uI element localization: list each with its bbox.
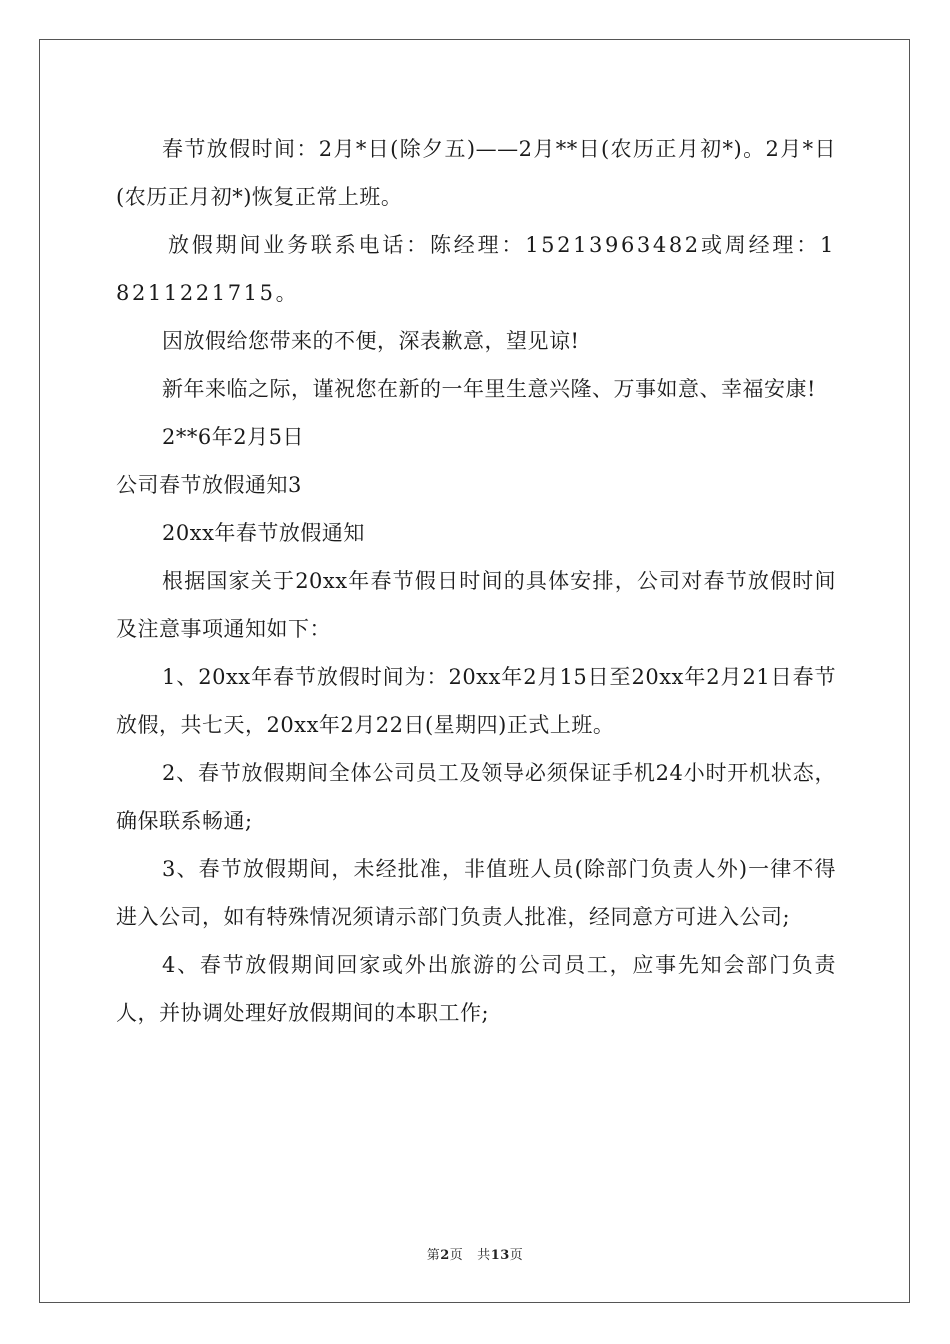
list-item-2: 2、春节放假期间全体公司员工及领导必须保证手机24小时开机状态，确保联系畅通; xyxy=(116,761,836,833)
list-item-1: 1、20xx年春节放假时间为：20xx年2月15日至20xx年2月21日春节放假，共七天，20xx年2月22日(星期四)正式上班。 xyxy=(116,665,836,737)
paragraph-date: 2**6年2月5日 xyxy=(162,425,304,449)
list-item-3: 3、春节放假期间，未经批准，非值班人员(除部门负责人外)一律不得进入公司，如有特殊情况须请示部门负责人批准，经同意方可进入公司; xyxy=(116,857,836,929)
paragraph-contact-phone: 放假期间业务联系电话：陈经理：15213963482或周经理：18211221715。 xyxy=(116,233,836,305)
section-title: 公司春节放假通知3 xyxy=(116,473,302,497)
paragraph-apology: 因放假给您带来的不便，深表歉意，望见谅! xyxy=(162,329,580,353)
paragraph-intro: 根据国家关于20xx年春节假日时间的具体安排，公司对春节放假时间及注意事项通知如下： xyxy=(116,569,836,641)
notice-title: 20xx年春节放假通知 xyxy=(162,521,365,545)
document-body xyxy=(116,125,836,1037)
footer-page-suffix: 页 xyxy=(449,1248,464,1263)
footer-total-pages: 13 xyxy=(490,1248,510,1263)
paragraph-holiday-time: 春节放假时间：2月*日(除夕五)——2月**日(农历正月初*)。2月*日(农历正月初*)恢复正常上班。 xyxy=(116,137,836,209)
footer-total-prefix: 共 xyxy=(477,1248,491,1263)
paragraph-new-year-wishes: 新年来临之际，谨祝您在新的一年里生意兴隆、万事如意、幸福安康! xyxy=(162,377,816,401)
page-footer xyxy=(0,1244,950,1263)
footer-prefix: 第 xyxy=(426,1248,441,1263)
footer-page-number: 2 xyxy=(440,1248,450,1263)
footer-total-suffix: 页 xyxy=(509,1248,524,1263)
list-item-4: 4、春节放假期间回家或外出旅游的公司员工，应事先知会部门负责人，并协调处理好放假期间的本职工作; xyxy=(116,953,836,1025)
